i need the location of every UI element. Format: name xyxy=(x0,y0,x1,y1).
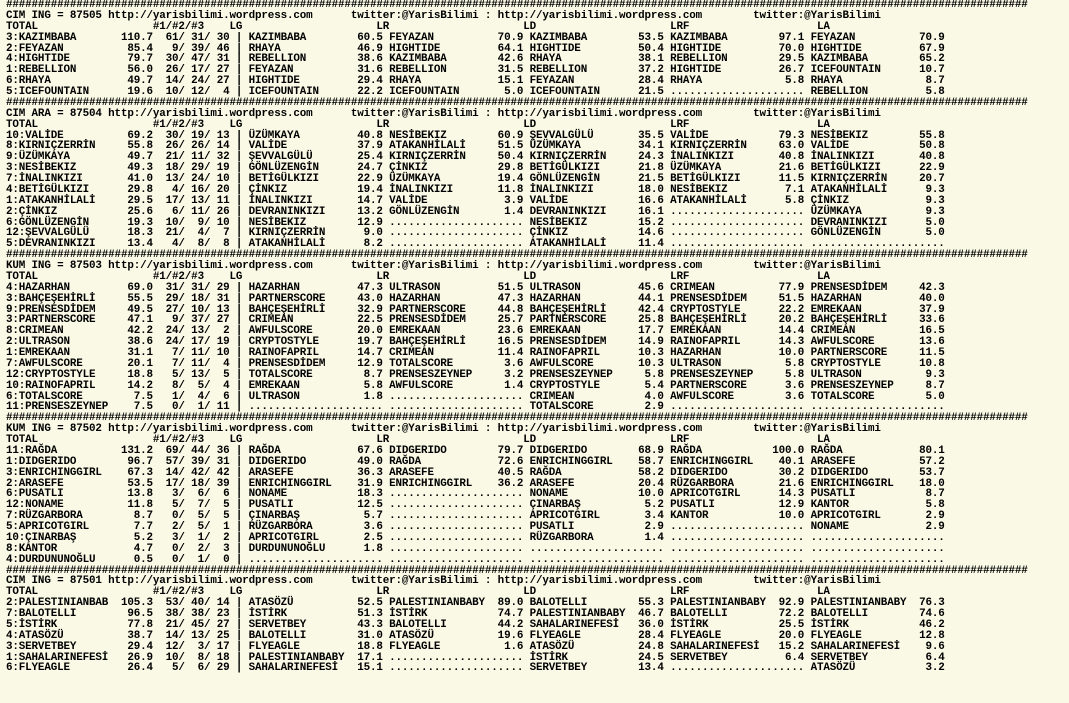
report-line: KUM ING = 87502 http://yarisbilimi.wordpress.com twitter:@YarisBilimi : http://yarisbilimi.wordpress.com twitter:@YarisBilimi xyxy=(6,423,881,436)
report-line: TOTAL #1/#2/#3 LG LR LD LRF LA xyxy=(6,434,830,446)
report-line: TOTAL #1/#2/#3 LG LR LD LRF LA xyxy=(6,118,830,131)
report-line: 7:BALOTELLI 96.5 38/ 38/ 23 | İSTİRK 51.3 İSTİRK 74.7 PALESTINIANBABY 46.7 BALOTELLI 72.2 BALOTELLI 74.6 xyxy=(6,608,945,620)
report-line: 6:RHAYA 49.7 14/ 24/ 27 | HIGHTIDE 29.4 RHAYA 15.1 FEYAZAN 28.4 RHAYA 5.8 RHAYA 8.7 xyxy=(6,75,945,88)
report-line: 5:ICEFOUNTAIN 19.6 10/ 12/ 4 | ICEFOUNTAIN 22.2 ICEFOUNTAIN 5.0 ICEFOUNTAIN 21.5 ..................... REBELLION 5.8 xyxy=(6,86,945,98)
report-line: 10:RAINOFAPRIL 14.2 8/ 5/ 4 | EMREKAAN 5.8 AWFULSCORE 1.4 CRYPTOSTYLE 5.4 PARTNERSCORE 3.6 PRENSESZEYNEP 8.7 xyxy=(6,379,945,392)
separator-line: ################################################################################################################################################################ xyxy=(6,249,1028,262)
report-line: 9:ÜZÜMKAYA 49.7 21/ 11/ 32 | ŞEVVALGÜLÜ 25.4 KIRNIÇZERRİN 50.4 KIRNIÇZERRİN 24.3 İNALINKIZI 40.8 İNALINKIZI 40.8 xyxy=(6,151,945,164)
report-line: 6:GÖNLÜZENGİN 19.3 10/ 9/ 10 | NESİBEKIZ 12.9 ..................... NESİBEKIZ 15.2 ..................... DEVRANINKIZI 5.0 xyxy=(6,216,945,229)
report-line: TOTAL #1/#2/#3 LG LR LD LRF LA xyxy=(6,586,830,599)
report-line: 5:İSTİRK 77.8 21/ 45/ 27 | SERVETBEY 43.3 BALOTELLI 44.2 SAHALARINEFESİ 36.0 İSTİRK 25.5 İSTİRK 46.2 xyxy=(6,618,945,631)
report-line: 9:PRENSESDİDEM 49.5 27/ 10/ 13 | BAHÇEŞEHİRLİ 32.9 PARTNERSCORE 44.8 BAHÇEŞEHİRLİ 42.4 CRYPTOSTYLE 22.2 EMREKAAN 37.9 xyxy=(6,303,945,316)
report-line: 10:ÇINARBAŞ 5.2 3/ 1/ 2 | APRICOTGIRL 2.5 ..................... RÜZGARBORA 1.4 ..................... ..................... xyxy=(6,531,945,544)
report-line: 3:KAZIMBABA 110.7 61/ 31/ 30 | KAZIMBABA 60.5 FEYAZAN 70.9 KAZIMBABA 53.5 KAZIMBABA 97.1 FEYAZAN 70.9 xyxy=(6,31,945,44)
report-line: 2:ÇİNKIZ 25.6 6/ 11/ 26 | DEVRANINKIZI 13.2 GÖNLÜZENGİN 1.4 DEVRANINKIZI 16.1 ..................... ÜZÜMKAYA 9.3 xyxy=(6,205,945,218)
report-line: CIM ING = 87501 http://yarisbilimi.wordpress.com twitter:@YarisBilimi : http://yarisbilimi.wordpress.com twitter:@YarisBilimi xyxy=(6,575,881,588)
report-line: 6:TOTALSCORE 7.5 1/ 4/ 6 | ULTRASON 1.8 ..................... CRIMEAN 4.0 AWFULSCORE 3.6 TOTALSCORE 5.0 xyxy=(6,390,945,403)
report-line: 4:ATASÖZÜ 38.7 14/ 13/ 25 | BALOTELLI 31.0 ATASÖZÜ 19.6 FLYEAGLE 28.4 FLYEAGLE 20.0 FLYEAGLE 12.8 xyxy=(6,629,945,642)
report-line: TOTAL #1/#2/#3 LG LR LD LRF LA xyxy=(6,20,830,33)
report-line: 1:EMREKAAN 31.1 7/ 11/ 10 | RAINOFAPRIL 14.7 CRIMEAN 11.4 RAINOFAPRIL 10.3 HAZARHAN 10.0 PARTNERSCORE 11.5 xyxy=(6,347,945,359)
report-line: 12:NONAME 11.8 5/ 7/ 5 | PUSATLI 12.5 ..................... ÇINARBAŞ 5.2 PUSATLI 12.9 KANTOR 5.8 xyxy=(6,499,945,512)
report-line: CIM ARA = 87504 http://yarisbilimi.wordpress.com twitter:@YarisBilimi : http://yarisbilimi.wordpress.com twitter:@YarisBilimi xyxy=(6,107,881,120)
report-line: 1:DIDGERIDO 96.7 57/ 39/ 31 | DIDGERIDO 49.0 RAĞDA 72.6 ENRICHINGGIRL 58.7 ENRICHINGGIRL 40.1 ARASEFE 57.2 xyxy=(6,455,945,468)
report-line: 1:REBELLION 56.0 26/ 17/ 27 | FEYAZAN 31.6 REBELLION 31.5 REBELLION 37.2 HIGHTIDE 26.7 ICEFOUNTAIN 10.7 xyxy=(6,64,945,77)
report-line: 12:ŞEVVALGÜLÜ 18.3 21/ 4/ 7 | KIRNIÇZERRİN 9.0 ..................... ÇİNKIZ 14.6 ..................... GÖNLÜZENGİN 5.0 xyxy=(6,227,945,240)
report-line: 7:AWFULSCORE 20.1 7/ 11/ 4 | PRENSESDİDEM 12.9 TOTALSCORE 3.6 AWFULSCORE 10.3 ULTRASON 5.8 CRYPTOSTYLE 10.8 xyxy=(6,357,945,370)
report-line: TOTAL #1/#2/#3 LG LR LD LRF LA xyxy=(6,270,830,283)
report-line: 4:BETİGÜLKIZI 29.8 4/ 16/ 20 | ÇİNKIZ 19.4 İNALINKIZI 11.8 İNALINKIZI 18.0 NESİBEKIZ 7.1 ATAKANHİLALİ 9.3 xyxy=(6,183,945,196)
separator-line: ################################################################################################################################################################ xyxy=(6,0,1028,11)
report-line: 1:ATAKANHİLALİ 29.5 17/ 13/ 11 | İNALINKIZI 14.7 VALİDE 3.9 VALİDE 16.6 ATAKANHİLALİ 5.8 ÇİNKIZ 9.3 xyxy=(6,194,945,207)
report-line: CIM ING = 87505 http://yarisbilimi.wordpress.com twitter:@YarisBilimi : http://yarisbilimi.wordpress.com twitter:@YarisBilimi xyxy=(6,9,881,22)
report-line: 8:KIRNIÇZERRİN 55.8 26/ 26/ 14 | VALİDE 37.9 ATAKANHİLALİ 51.5 ÜZÜMKAYA 34.1 KIRNIÇZERRİN 63.0 VALİDE 50.8 xyxy=(6,140,945,153)
report-line: 12:CRYPTOSTYLE 18.8 5/ 13/ 5 | TOTALSCORE 8.7 PRENSESZEYNEP 3.2 PRENSESZEYNEP 5.8 PRENSESZEYNEP 5.8 ULTRASON 9.3 xyxy=(6,368,945,381)
report-line: 2:PALESTINIANBAB 105.3 53/ 40/ 14 | ATASÖZÜ 52.5 PALESTINIANBABY 89.0 BALOTELLI 55.3 PALESTINIANBABY 92.9 PALESTINIANBABY 76.3 xyxy=(6,597,945,610)
report-line: 6:PUSATLI 13.8 3/ 6/ 6 | NONAME 18.3 ..................... NONAME 10.0 APRICOTGIRL 14.3 PUSATLI 8.7 xyxy=(6,488,945,501)
report-line: 5:APRICOTGIRL 7.7 2/ 5/ 1 | RÜZGARBORA 3.6 ..................... PUSATLI 2.9 ..................... NONAME 2.9 xyxy=(6,521,945,533)
report-line: 2:FEYAZAN 85.4 9/ 39/ 46 | RHAYA 46.9 HIGHTIDE 64.1 HIGHTIDE 50.4 HIGHTIDE 70.0 HIGHTIDE 67.9 xyxy=(6,42,945,55)
report-line: 4:HAZARHAN 69.0 31/ 31/ 29 | HAZARHAN 47.3 ULTRASON 51.5 ULTRASON 45.6 CRIMEAN 77.9 PRENSESDİDEM 42.3 xyxy=(6,281,945,294)
report-line: 3:SERVETBEY 29.4 12/ 3/ 17 | FLYEAGLE 18.8 FLYEAGLE 1.6 ATASÖZÜ 24.8 SAHALARINEFESİ 15.2 SAHALARINEFESİ 9.6 xyxy=(6,640,945,653)
report-line: 3:PARTNERSCORE 47.1 9/ 37/ 27 | CRIMEAN 22.5 PRENSESDİDEM 25.7 PARTNERSCORE 25.8 BAHÇEŞEHİRLİ 20.2 BAHÇEŞEHİRLİ 33.6 xyxy=(6,314,945,327)
report-line: 4:HIGHTIDE 79.7 30/ 47/ 31 | REBELLION 38.6 KAZIMBABA 42.6 RHAYA 38.1 REBELLION 29.5 KAZIMBABA 65.2 xyxy=(6,53,945,66)
report-line: 6:FLYEAGLE 26.4 5/ 6/ 29 | SAHALARINEFESİ 15.1 ..................... SERVETBEY 13.4 ..................... ATASÖZÜ 3.2 xyxy=(6,662,945,675)
separator-line: ################################################################################################################################################################ xyxy=(6,564,1028,577)
report-line: 2:ARASEFE 53.5 17/ 18/ 39 | ENRICHINGGIRL 31.9 ENRICHINGGIRL 36.2 ARASEFE 20.4 RÜZGARBORA 21.6 ENRICHINGGIRL 18.0 xyxy=(6,477,945,490)
report-line: 3:NESİBEKIZ 49.3 18/ 29/ 19 | GÖNLÜZENGİN 24.7 ÇİNKIZ 29.8 BETİGÜLKIZI 21.8 ÜZÜMKAYA 21.6 BETİGÜLKIZI 22.9 xyxy=(6,162,945,175)
report-line: 8:CRIMEAN 42.2 24/ 13/ 2 | AWFULSCORE 20.0 EMREKAAN 23.6 EMREKAAN 17.7 EMREKAAN 14.4 CRIMEAN 16.5 xyxy=(6,325,945,338)
report-line: 7:İNALINKIZI 41.0 13/ 24/ 10 | BETİGÜLKIZI 22.9 ÜZÜMKAYA 19.4 GÖNLÜZENGİN 21.5 BETİGÜLKIZI 11.5 KIRNIÇZERRİN 20.7 xyxy=(6,173,945,185)
report-line: 8:KANTOR 4.7 0/ 2/ 3 | DURDUNUNOĞLU 1.8 ..................... ..................... ..................... ..................... xyxy=(6,542,945,555)
report-line: 4:DURDUNUNOĞLU 0.5 0/ 1/ 0 | ..................... ..................... ..................... ..................... ..................... xyxy=(6,553,945,566)
report-line: 7:RÜZGARBORA 8.7 0/ 5/ 5 | ÇINARBAŞ 5.7 ..................... APRICOTGIRL 3.4 KANTOR 10.0 APRICOTGIRL 2.9 xyxy=(6,510,945,523)
separator-line: ################################################################################################################################################################ xyxy=(6,96,1028,109)
report-line: 1:SAHALARINEFESİ 26.9 10/ 8/ 18 | PALESTINIANBABY 17.1 ..................... İSTİRK 24.5 SERVETBEY 6.4 SERVETBEY 6.4 xyxy=(6,651,945,664)
report-line: 3:BAHÇEŞEHİRLİ 55.5 29/ 18/ 31 | PARTNERSCORE 43.0 HAZARHAN 47.3 HAZARHAN 44.1 PRENSESDİDEM 51.5 HAZARHAN 40.0 xyxy=(6,292,945,305)
report-line: 5:DEVRANINKIZI 13.4 4/ 8/ 8 | ATAKANHİLALİ 8.2 ..................... ATAKANHİLALİ 11.4 ..................... ..................... xyxy=(6,238,945,251)
report-line: 11:PRENSESZEYNEP 7.5 0/ 1/ 11 | ..................... ..................... TOTALSCORE 2.9 ..................... ..................... xyxy=(6,401,945,414)
separator-line: ################################################################################################################################################################ xyxy=(6,412,1028,425)
report-line: 10:VALİDE 69.2 30/ 19/ 13 | ÜZÜMKAYA 40.8 NESİBEKIZ 60.9 ŞEVVALGÜLÜ 35.5 VALİDE 79.3 NESİBEKIZ 55.8 xyxy=(6,129,945,142)
report-line: 2:ULTRASON 38.6 24/ 17/ 19 | CRYPTOSTYLE 19.7 BAHÇEŞEHİRLİ 16.5 PRENSESDİDEM 14.9 RAINOFAPRIL 14.3 AWFULSCORE 13.6 xyxy=(6,336,945,349)
report-line: 11:RAĞDA 131.2 69/ 44/ 36 | RAĞDA 67.6 DIDGERIDO 79.7 DIDGERIDO 68.9 RAĞDA 100.0 RAĞDA 80.1 xyxy=(6,444,945,457)
report-line: KUM ING = 87503 http://yarisbilimi.wordpress.com twitter:@YarisBilimi : http://yarisbilimi.wordpress.com twitter:@YarisBilimi xyxy=(6,260,881,272)
report-line: 3:ENRICHINGGIRL 67.3 14/ 42/ 42 | ARASEFE 36.3 ARASEFE 40.5 RAĞDA 58.2 DIDGERIDO 30.2 DIDGERIDO 53.7 xyxy=(6,466,945,479)
